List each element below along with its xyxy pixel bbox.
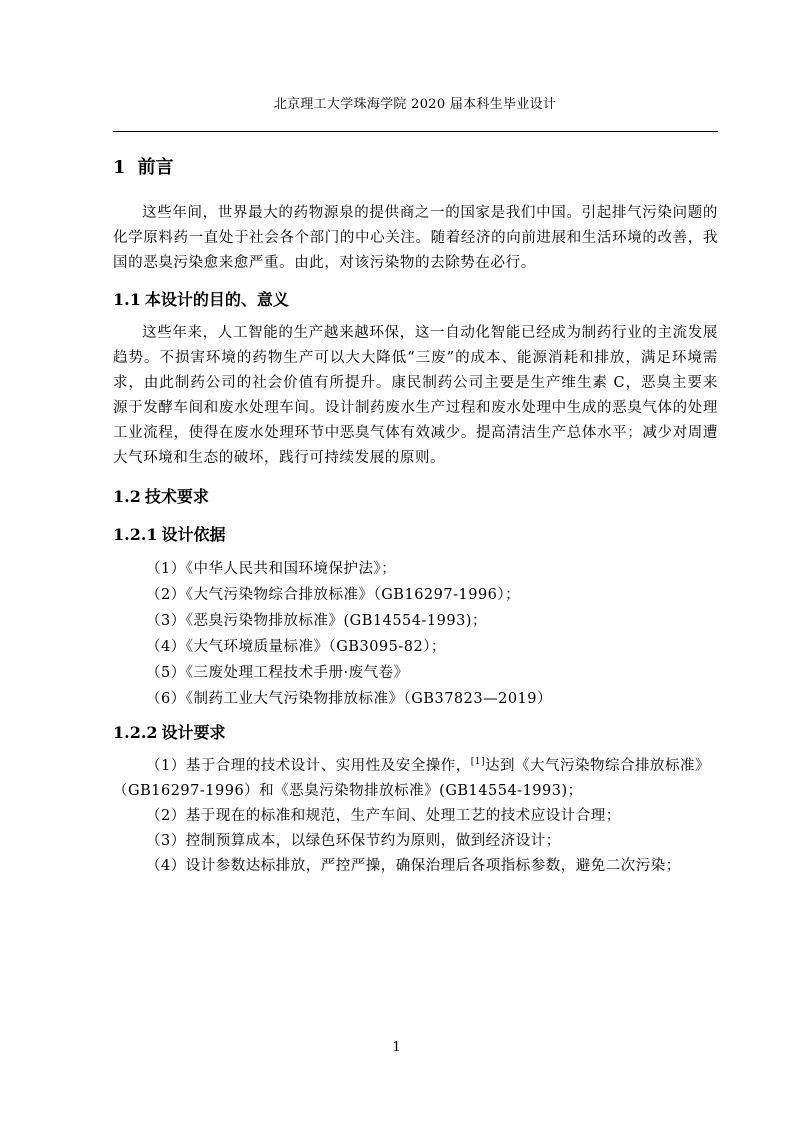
citation-ref: [1] bbox=[470, 757, 485, 767]
list-item: （3）控制预算成本，以绿色环保节约为原则，做到经济设计； bbox=[146, 833, 561, 849]
reference-list bbox=[113, 556, 718, 712]
section-1-heading bbox=[113, 155, 718, 181]
list-item: （6）《制药工业大气污染物排放标准》（GB37823—2019） bbox=[146, 691, 552, 707]
section-number: 1.2 bbox=[113, 487, 141, 506]
section-1-paragraph: 这些年间，世界最大的药物源泉的提供商之一的国家是我们中国。引起排气污染问题的化学原料药一直处于社会各个部门的中心关注。随着经济的向前进展和生活环境的改善，我国的恶臭污染愈来愈严重。由此，对该污染物的去除势在必行。 bbox=[113, 205, 718, 271]
list-item: （3）《恶臭污染物排放标准》(GB14554-1993)； bbox=[146, 613, 487, 629]
section-1-2-2-heading bbox=[113, 721, 718, 745]
list-item: （2）《大气污染物综合排放标准》（GB16297-1996）； bbox=[146, 587, 521, 603]
section-title: 设计依据 bbox=[161, 525, 226, 544]
section-number: 1.2.1 bbox=[113, 525, 158, 544]
list-item-continuation: （GB16297-1996）和《恶臭污染物排放标准》(GB14554-1993)； bbox=[113, 783, 583, 799]
section-number: 1 bbox=[113, 157, 126, 178]
running-header: 北京理工大学珠海学院 2020 届本科生毕业设计 bbox=[273, 97, 557, 112]
section-1-2-1-heading bbox=[113, 523, 718, 547]
header-divider bbox=[113, 131, 718, 132]
list-item: （1）《中华人民共和国环境保护法》； bbox=[146, 561, 397, 577]
section-1-2-heading bbox=[113, 485, 718, 509]
item-text: 达到《大气污染物综合排放标准》 bbox=[484, 758, 710, 774]
item-text: （1）基于合理的技术设计、实用性及安全操作， bbox=[146, 758, 471, 774]
page-body bbox=[113, 155, 718, 879]
section-1-1-paragraph: 这些年来，人工智能的生产越来越环保，这一自动化智能已经成为制药行业的主流发展趋势。不损害环境的药物生产可以大大降低“三废”的成本、能源消耗和排放，满足环境需求，由此制药公司的社会价值有所提升。康民制药公司主要是生产维生素 C，恶臭主要来源于发酵车间和废水处理车间。设计制药废水生产过程和废水处理中生成的恶臭气体的处理工业流程，使得在废水处理环节中恶臭气体有效减少。提高清洁生产总体水平；减少对周遭大气环境和生态的破坏，践行可持续发展的原则。 bbox=[113, 325, 718, 466]
page-number: 1 bbox=[392, 1040, 401, 1055]
section-number: 1.1 bbox=[113, 290, 141, 309]
section-title: 本设计的目的、意义 bbox=[144, 290, 289, 309]
section-title: 技术要求 bbox=[144, 487, 209, 506]
section-title: 设计要求 bbox=[161, 723, 226, 742]
list-item: （2）基于现在的标准和规范，生产车间、处理工艺的技术应设计合理； bbox=[146, 808, 621, 824]
section-1-1-heading bbox=[113, 288, 718, 312]
requirements-list bbox=[113, 754, 718, 879]
list-item: （5）《三废处理工程技术手册·废气卷》 bbox=[146, 665, 409, 681]
list-item: （4）《大气环境质量标准》（GB3095-82）； bbox=[146, 639, 446, 655]
list-item bbox=[113, 754, 718, 779]
section-title: 前言 bbox=[137, 157, 174, 178]
list-item: （4）设计参数达标排放，严控严操，确保治理后各项指标参数，避免二次污染； bbox=[146, 858, 681, 874]
section-number: 1.2.2 bbox=[113, 723, 158, 742]
